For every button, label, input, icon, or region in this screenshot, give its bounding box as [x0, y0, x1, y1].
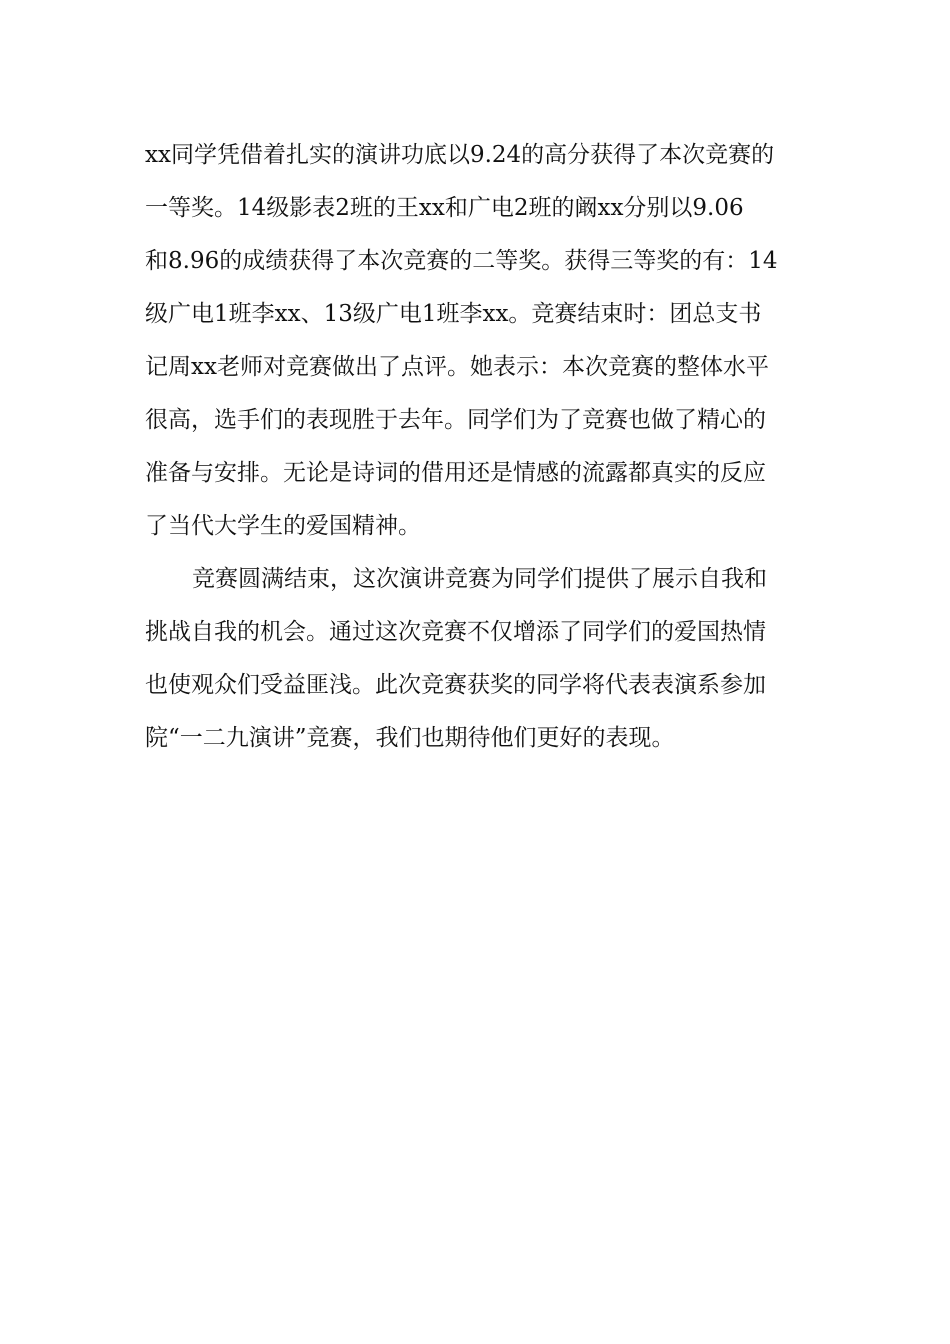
document-body [145, 132, 805, 768]
text-line: 一等奖。14级影表2班的王xx和广电2班的阚xx分别以9.06 [145, 195, 744, 221]
text-line: 挑战自我的机会。通过这次竞赛不仅增添了同学们的爱国热情 [145, 619, 766, 645]
text-line: 和8.96的成绩获得了本次竞赛的二等奖。获得三等奖的有：14 [145, 248, 778, 274]
text-line: 记周xx老师对竞赛做出了点评。她表示：本次竞赛的整体水平 [145, 354, 769, 380]
text-line: 很高，选手们的表现胜于去年。同学们为了竞赛也做了精心的 [145, 407, 766, 433]
text-line: 准备与安排。无论是诗词的借用还是情感的流露都真实的反应 [145, 460, 766, 486]
text-line: 级广电1班李xx、13级广电1班李xx。竞赛结束时：团总支书 [145, 301, 762, 327]
paragraph-award-results [145, 132, 805, 556]
text-line: 了当代大学生的爱国精神。 [145, 513, 421, 539]
text-line: 也使观众们受益匪浅。此次竞赛获奖的同学将代表表演系参加 [145, 672, 766, 698]
paragraph-conclusion [145, 556, 805, 768]
text-line: 院“一二九演讲”竞赛，我们也期待他们更好的表现。 [145, 725, 675, 751]
text-line: 竞赛圆满结束，这次演讲竞赛为同学们提供了展示自我和 [192, 566, 767, 592]
text-line: xx同学凭借着扎实的演讲功底以9.24的高分获得了本次竞赛的 [145, 142, 775, 168]
